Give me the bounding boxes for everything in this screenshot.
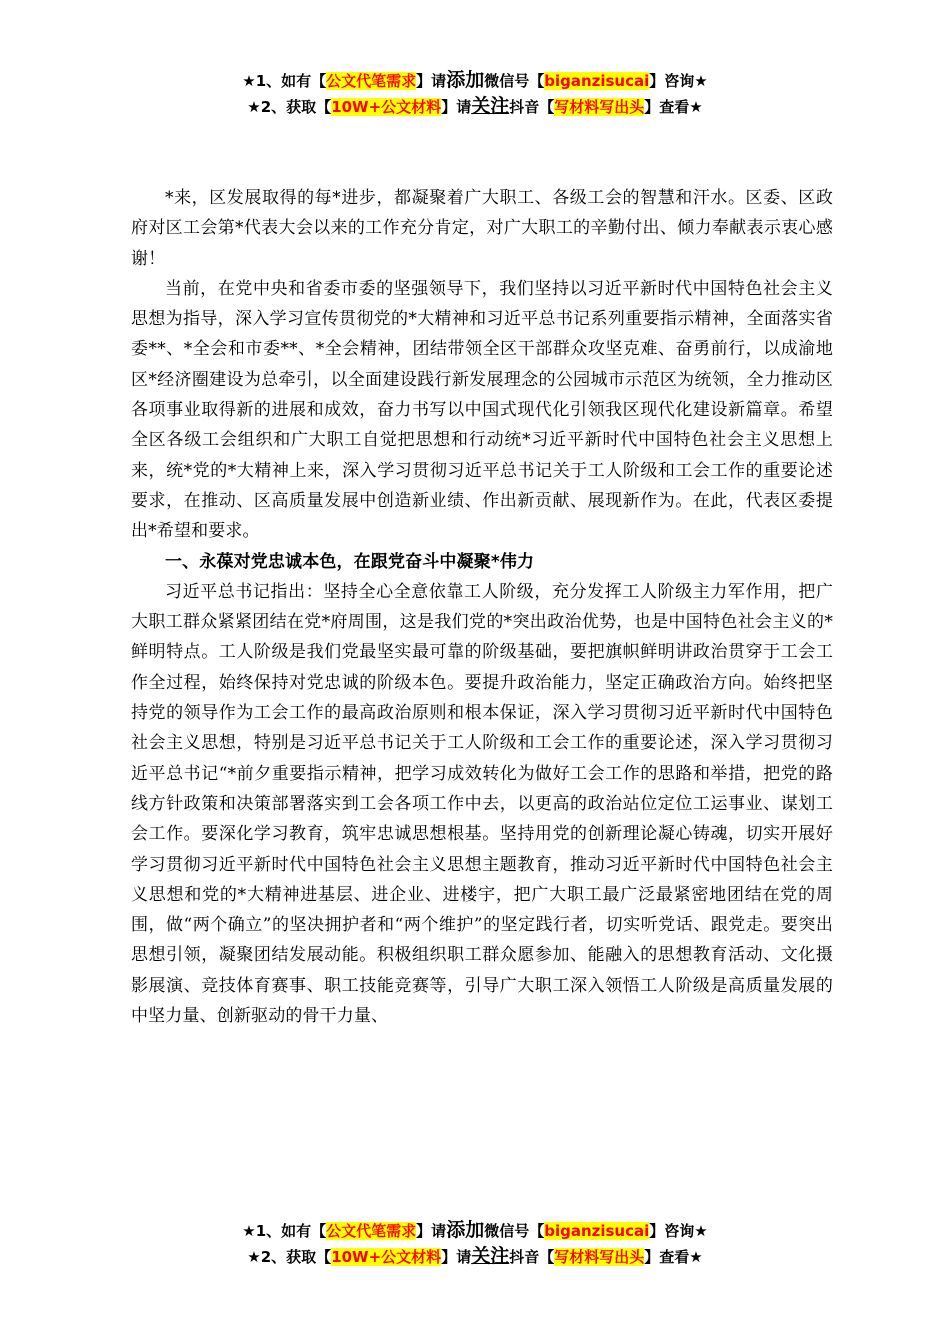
highlight-text: biganzisucai bbox=[544, 1222, 650, 1240]
banner-text: 】请 bbox=[416, 72, 447, 90]
banner-text: 】请 bbox=[416, 1222, 447, 1240]
paragraph: *来，区发展取得的每*进步，都凝聚着广大职工、各级工会的智慧和汗水。区委、区政府对区工会第*代表大会以来的工作充分肯定，对广大职工的辛勤付出、倾力奉献表示衷心感谢！ bbox=[131, 188, 833, 269]
banner-text: 抖音【 bbox=[509, 1248, 555, 1266]
banner-line-1 bbox=[0, 68, 950, 94]
emphasis-text: 添加 bbox=[446, 1219, 485, 1241]
highlight-text: 写材料写出头 bbox=[554, 98, 645, 116]
banner-text: 抖音【 bbox=[509, 98, 555, 116]
paragraph: 当前，在党中央和省委市委的坚强领导下，我们坚持以习近平新时代中国特色社会主义思想为指导，深入学习宣传贯彻党的*大精神和习近平总书记系列重要指示精神，全面落实省委**、*全会和市委**、*全会精神，团结带领全区干部群众攻坚克难、奋勇前行，以成渝地区*经济圈建设为总牵引，以全面建设践行新发展理念的公园城市示范区为统领，全力推动区各项事业取得新的进展和成效，奋力书写以中国式现代化引领我区现代化建设新篇章。希望全区各级工会组织和广大职工自觉把思想和行动统*习近平新时代中国特色社会主义思想上来，统*党的*大精神上来，深入学习贯彻习近平总书记关于工人阶级和工会工作的重要论述要求，在推动、区高质量发展中创造新业绩、作出新贡献、展现新作为。在此，代表区委提出*希望和要求。 bbox=[131, 278, 833, 542]
header-banner bbox=[0, 68, 950, 120]
banner-text: ★2、获取【 bbox=[247, 98, 332, 116]
banner-text: 微信号【 bbox=[484, 72, 545, 90]
highlight-text: 10W+公文材料 bbox=[331, 98, 442, 116]
banner-text: 】咨询★ bbox=[649, 72, 708, 90]
banner-text: 】查看★ bbox=[644, 1248, 703, 1266]
banner-text: ★1、如有【 bbox=[242, 1222, 327, 1240]
banner-text: 】查看★ bbox=[644, 98, 703, 116]
section-heading: 一、永葆对党忠诚本色，在跟党奋斗中凝聚*伟力 bbox=[165, 551, 535, 572]
emphasis-text: 关注 bbox=[471, 95, 510, 117]
banner-line-2 bbox=[0, 94, 950, 120]
emphasis-text: 添加 bbox=[446, 69, 485, 91]
banner-text: ★1、如有【 bbox=[242, 72, 327, 90]
banner-text: 】请 bbox=[441, 98, 472, 116]
highlight-text: 公文代笔需求 bbox=[326, 72, 417, 90]
paragraph: 习近平总书记指出：坚持全心全意依靠工人阶级，充分发挥工人阶级主力军作用，把广大职工群众紧紧团结在党*府周围，这是我们党的*突出政治优势，也是中国特色社会主义的*鲜明特点。工人阶级是我们党最坚实最可靠的阶级基础，要把旗帜鲜明讲政治贯穿于工会工作全过程，始终保持对党忠诚的阶级本色。要提升政治能力，坚定正确政治方向。始终把坚持党的领导作为工会工作的最高政治原则和根本保证，深入学习贯彻习近平新时代中国特色社会主义思想，特别是习近平总书记关于工人阶级和工会工作的重要论述，深入学习贯彻习近平总书记“*前夕重要指示精神，把学习成效转化为做好工会工作的思路和举措，把党的路线方针政策和决策部署落实到工会各项工作中去，以更高的政治站位定位工运事业、谋划工会工作。要深化学习教育，筑牢忠诚思想根基。坚持用党的创新理论凝心铸魂，切实开展好学习贯彻习近平新时代中国特色社会主义思想主题教育，推动习近平新时代中国特色社会主义思想和党的*大精神进基层、进企业、进楼宇，把广大职工最广泛最紧密地团结在党的周围，做“两个确立”的坚决拥护者和“两个维护”的坚定践行者，切实听党话、跟党走。要突出思想引领，凝聚团结发展动能。积极组织职工群众愿参加、能融入的思想教育活动、文化摄影展演、竞技体育赛事、职工技能竞赛等，引导广大职工深入领悟工人阶级是高质量发展的中坚力量、创新驱动的骨干力量、 bbox=[131, 581, 833, 1027]
highlight-text: 10W+公文材料 bbox=[331, 1248, 442, 1266]
banner-text: 微信号【 bbox=[484, 1222, 545, 1240]
banner-text: 】咨询★ bbox=[649, 1222, 708, 1240]
footer-banner bbox=[0, 1218, 950, 1270]
banner-text: 】请 bbox=[441, 1248, 472, 1266]
highlight-text: 写材料写出头 bbox=[554, 1248, 645, 1266]
banner-line-1 bbox=[0, 1218, 950, 1244]
emphasis-text: 关注 bbox=[471, 1245, 510, 1267]
highlight-text: biganzisucai bbox=[544, 72, 650, 90]
highlight-text: 公文代笔需求 bbox=[326, 1222, 417, 1240]
document-body bbox=[131, 183, 833, 1031]
banner-line-2 bbox=[0, 1244, 950, 1270]
banner-text: ★2、获取【 bbox=[247, 1248, 332, 1266]
